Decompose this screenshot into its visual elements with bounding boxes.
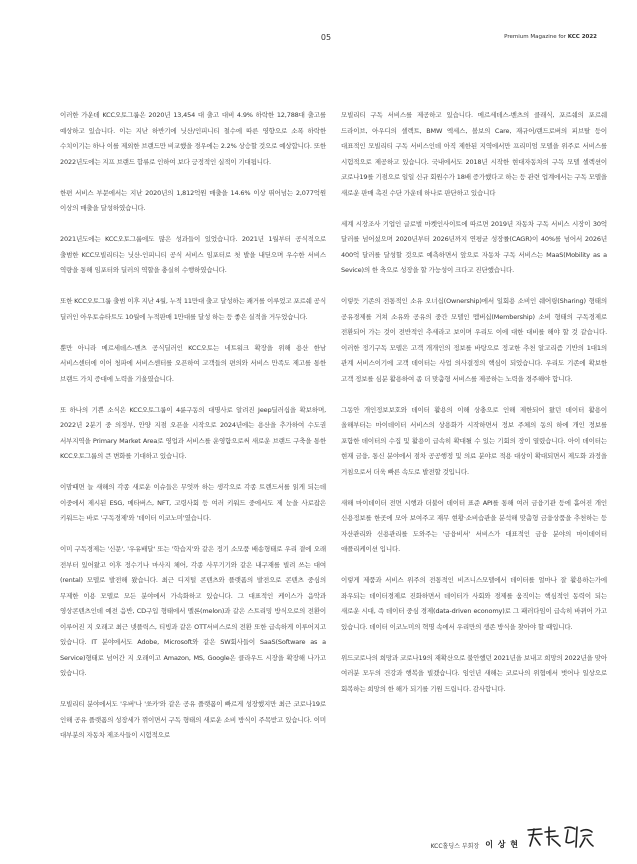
paragraph: 이미 구독경제는 '신문', '우유배달' 또는 '학습지'와 같은 정기 소모품 배송형태로 우리 곁에 오래 전부터 있어왔고 이후 정수기나 마사지 체어, 각종 사무기기와 같은 내구재를 빌려 쓰는 대여(rental) 모델로 발전해 왔습니다. 최근 디지털 콘텐츠와 플랫폼의 발전으로 콘텐츠 중심의 무제한 이용 모델로 모든 분야에서 가속화하고 있습니다. 그 대표적인 케이스가 음악과 영상콘텐츠인데 예전 음반, CD구입 형태에서 멜론(melon)과 같은 스트리밍 방식으로의 전환이 이루어진 지 오래고 최근 넷플릭스, 티빙과 같은 OTT서비스로의 전환 또한 급속하게 이루어지고 있습니다. IT 분야에서도 Adobe, Microsoft와 같은 SW회사들이 SaaS(Software as a Service)형태로 넘어간 지 오래이고 Amazon, MS, Google은 클라우드 시장을 확장해 나가고 있습니다. bbox=[60, 545, 326, 677]
paragraph: 세계 시장조사 기업인 글로벌 마켓인사이트에 따르면 2019년 자동차 구독 서비스 시장이 30억 달러를 넘어섰으며 2020년부터 2026년까지 연평균 성장률(CAGR)이 40%를 넘어서 2026년 400억 달러를 달성할 것으로 예측하면서 앞으로 자동차 구독 서비스는 MaaS(Mobility as a Sevice)의 한 축으로 성장을 할 가능성이 크다고 진단했습니다. bbox=[341, 219, 607, 274]
paragraph: 그동안 개인정보보호와 데이터 활용의 이해 상충으로 인해 제한되어 왔던 데이터 활용이 올해부터는 마이데이터 서비스의 상용화가 시작하면서 정보 주체의 동의 하에 개인 정보를 포함한 데이터의 수집 및 활용이 급속히 확대될 수 있는 기회의 장이 열렸습니다. 아이 데이터는 현재 금융, 통신 분야에서 점차 공공행정 및 의료 분야로 적용 대상이 확대되면서 제도화 과정을 거침으로서 더욱 빠른 속도로 발전할 것입니다. bbox=[341, 405, 607, 476]
paragraph: 이러한 가운데 KCC오토그룹은 2020년 13,454 대 출고 대비 4.9% 하락한 12,788대 출고를 예상하고 있습니다. 이는 지난 하반기에 닛산/인피니티 철수에 따른 영향으로 소폭 하락한 수치이기는 하나 이를 제외한 브랜드만 비교했을 경우에는 2.2% 상승할 것으로 예상합니다. 또한 2022년도에는 지프 브랜드 합류로 인하여 보다 긍정적인 실적이 기대됩니다. bbox=[60, 111, 326, 166]
paragraph: 모빌리티 구독 서비스를 제공하고 있습니다. 메르세데스-벤츠의 클래식, 포르쉐의 포르쉐 드라이브, 아우디의 셀렉트, BMW 엑세스, 볼보의 Care, 재규어/랜드로버의 피브탈 등이 대표적인 모빌리티 구독 서비스인데 아직 제한된 지역에서만 프리미엄 모델을 위주로 서비스를 시험적으로 제공하고 있습니다. 국내에서도 2018년 시작한 현대자동차의 구독 모델 셀렉션이 코로나19를 기점으로 일일 신규 회원수가 18배 증가했다고 하는 등 관련 업계에서는 구독 모델을 새로운 판매 촉진 수단 가운데 하나로 판단하고 있습니다 bbox=[341, 111, 607, 197]
right-column bbox=[341, 108, 607, 713]
magazine-prefix: Premium Magazine for bbox=[504, 34, 566, 40]
handwritten-signature-icon bbox=[525, 822, 595, 850]
paragraph: 이맘때면 늘 새해의 각종 새로운 이슈들은 무엇까 하는 생각으로 각종 트렌드서를 읽게 되는데 이중에서 제시된 ESG, 메타버스, NFT, 고령사회 등 여러 키워드 중에서도 제 눈을 사로잡은 키워드는 바로 '구독경제'와 '데이터 이코노미'였습니다. bbox=[60, 483, 326, 522]
magazine-brand: KCC 2022 bbox=[567, 34, 597, 40]
signature-title: KCC홀딩스 부회장 bbox=[430, 843, 480, 850]
page-number: 05 bbox=[320, 33, 332, 42]
paragraph: 이렇듯 기존의 전통적인 소유 오너십(Ownership)에서 일회용 소비인 쉐어링(Sharing) 형태의 공유경제를 거쳐 소유와 공유의 중간 모델인 멤버십(Membership) 소비 형태의 구독경제로 전환되어 가는 것이 전반적인 추세라고 보이며 우리도 이에 대한 대비를 해야 할 것 같습니다. 이러한 정기구독 모델은 고객 개개인의 정보를 바탕으로 정교한 추천 알고리즘 기반의 1대1의 관계 서비스이기에 고객 데이터는 사업 의사결정의 핵심이 되었습니다. 우리도 기존에 확보한 고객 정보를 심분 활용하여 좀 더 맞춤형 서비스를 제공하는 노력을 경주해야 합니다. bbox=[341, 297, 607, 383]
left-column bbox=[60, 108, 326, 759]
paragraph: 2021년도에는 KCC오토그룹에도 많은 성과들이 있었습니다. 2021년 1월부터 공식적으로 출범한 KCC모빌리티는 닛산-인피니티 공식 서비스 임포터로 첫 발을 내딛으며 우수한 서비스 역량을 통해 임포터와 딜러의 역할을 충실히 수행하였습니다. bbox=[60, 235, 326, 274]
paragraph: 이렇게 제품과 서비스 위주의 전통적인 비즈니스모델에서 데이터를 얼마나 잘 활용하는가에 좌우되는 데이터경제로 진화하면서 데이터가 사회와 경제를 움직이는 핵심적인 동력이 되는 새로운 시대, 즉 데이터 중심 경제(data-driven economy)로 그 패러다임이 급속히 바뀌어 가고 있습니다. 데이터 이코노미의 혁명 속에서 우리만의 생존 방식을 찾아야 할 때입니다. bbox=[341, 576, 607, 631]
paragraph: 새해 마이데이터 전면 시행과 더불어 데이터 표준 API를 통해 여러 금융기관 등에 흩어진 개인 신용정보를 한곳에 모아 보여주고 재무 현황·소비습관을 분석해 맞춤형 금융상품을 추천하는 등 자산관리와 신용관리를 도와주는 '금융비서' 서비스가 대표적인 금융 분야의 마이데이터 애플리케이션 입니다. bbox=[341, 498, 607, 553]
paragraph: 또 하나의 기쁜 소식은 KCC오토그룹이 4륜구동의 대명사로 알려진 Jeep딜러십을 확보하며, 2022년 2분기 중 의정부, 안양 지점 오픈을 시작으로 2024년에는 용산을 추가하여 수도권 서부지역을 Primary Market Area로 영업과 서비스를 운영함으로써 새로운 브랜드 구축을 통한 KCC오토그룹의 큰 변화를 기대하고 있습니다. bbox=[60, 405, 326, 460]
paragraph: 한편 서비스 부문에서는 지난 2020년의 1,812억원 매출을 14.6% 이상 뛰어넘는 2,077억원 이상의 매출을 달성하였습니다. bbox=[60, 188, 326, 212]
magazine-header bbox=[504, 34, 597, 40]
paragraph: 또한 KCC오토그룹 출범 이후 지난 4월, 누적 11만대 출고 달성하는 쾌거를 이루었고 포르쉐 공식 딜러인 아우토슈타트도 10월에 누적판매 1만대를 달성 하는 등 좋은 실적을 거두었습니다. bbox=[60, 297, 326, 321]
paragraph: 위드코로나의 희망과 코로나19의 재확산으로 불안했던 2021년을 보내고 희망의 2022년을 맞아 여러분 모두의 건강과 행복을 빌겠습니다. 임인년 새해는 코로나의 위협에서 벗어나 일상으로 회복하는 희망의 한 해가 되기를 기원 드립니다. 감사합니다. bbox=[341, 653, 607, 693]
signature-name: 이 상 현 bbox=[485, 840, 519, 849]
paragraph: 모빌리티 분야에서도 '우버'나 '쏘카'와 같은 공유 플랫폼이 빠르게 성장했지만 최근 코로나19로 인해 공유 플랫폼의 성장세가 꺾이면서 구독 형태의 새로운 소비 방식이 주목받고 있습니다. 이미 대부분의 자동차 제조사들이 시험적으로 bbox=[60, 700, 326, 739]
paragraph: 뿐만 아니라 메르세데스-벤츠 공식딜러인 KCC오토는 네트워크 확장을 위해 용산 한남 서비스센터에 이어 청파에 서비스센터를 오픈하여 고객들의 편의와 서비스 만족도 제고를 통한 브랜드 가치 증대에 노력을 기울였습니다. bbox=[60, 343, 326, 383]
signature-block bbox=[431, 822, 595, 850]
